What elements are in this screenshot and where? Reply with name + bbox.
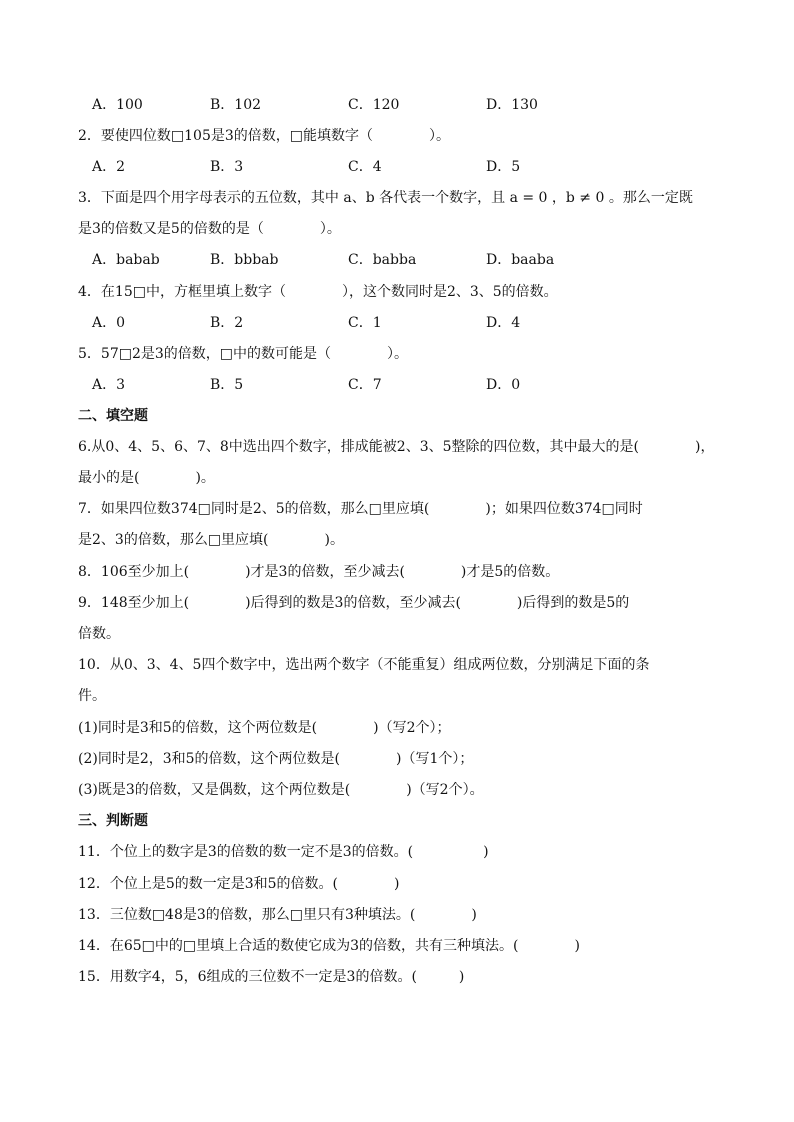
q1-option-b: B．102 — [210, 97, 262, 113]
question-7-line1: 7．如果四位数374□同时是2、5的倍数，那么□里应填( )；如果四位数374□同时 — [78, 501, 643, 517]
question-9-line2: 倍数。 — [78, 626, 120, 642]
question-10-line1: 10．从0、3、4、5四个数字中，选出两个数字（不能重复）组成两位数，分别满足下面的条 — [78, 657, 650, 673]
q5-option-c: C．7 — [348, 377, 382, 393]
q5-option-b: B．5 — [210, 377, 244, 393]
question-3-stem-line2: 是3的倍数又是5的倍数的是（ ）。 — [78, 221, 341, 237]
question-14: 14．在65□中的□里填上合适的数使它成为3的倍数，共有三种填法。( ) — [78, 938, 580, 954]
question-11: 11．个位上的数字是3的倍数的数一定不是3的倍数。( ) — [78, 844, 489, 860]
question-7-line2: 是2、3的倍数，那么□里应填( )。 — [78, 532, 344, 548]
question-2-stem: 2．要使四位数□105是3的倍数，□能填数字（ ）。 — [78, 128, 450, 144]
question-5-stem: 5．57□2是3的倍数，□中的数可能是（ ）。 — [78, 346, 408, 362]
question-6-line2: 最小的是( )。 — [78, 470, 215, 486]
question-10-part3: (3)既是3的倍数，又是偶数，这个两位数是( )（写2个）。 — [78, 782, 484, 798]
q4-option-c: C．1 — [348, 315, 382, 331]
q5-option-a: A．3 — [92, 377, 126, 393]
q4-option-b: B．2 — [210, 315, 244, 331]
question-8: 8．106至少加上( )才是3的倍数，至少减去( )才是5的倍数。 — [78, 564, 560, 580]
q3-option-d: D．baaba — [486, 252, 555, 268]
q5-option-d: D．0 — [486, 377, 521, 393]
question-6-line1: 6.从0、4、5、6、7、8中选出四个数字，排成能被2、3、5整除的四位数，其中最大的是( )， — [78, 439, 715, 455]
question-3-stem-line1: 3．下面是四个用字母表示的五位数，其中 a、b 各代表一个数字，且 a = 0 ，b ≠ 0 。那么一定既 — [78, 190, 693, 206]
section-fill-in-title: 二、填空题 — [78, 408, 148, 424]
question-9-line1: 9．148至少加上( )后得到的数是3的倍数，至少减去( )后得到的数是5的 — [78, 595, 630, 611]
q2-option-a: A．2 — [92, 159, 126, 175]
q3-option-c: C．babba — [348, 252, 417, 268]
q1-option-a: A．100 — [92, 97, 143, 113]
question-15: 15．用数字4，5，6组成的三位数不一定是3的倍数。( ) — [78, 969, 465, 985]
q4-option-d: D．4 — [486, 315, 521, 331]
q1-option-c: C．120 — [348, 97, 400, 113]
q1-option-d: D．130 — [486, 97, 538, 113]
section-true-false-title: 三、判断题 — [78, 813, 148, 829]
q3-option-a: A．babab — [92, 252, 160, 268]
question-12: 12．个位上是5的数一定是3和5的倍数。( ) — [78, 876, 400, 892]
q2-option-d: D．5 — [486, 159, 521, 175]
q2-option-c: C．4 — [348, 159, 382, 175]
q4-option-a: A．0 — [92, 315, 126, 331]
question-4-stem: 4．在15□中，方框里填上数字（ ），这个数同时是2、3、5的倍数。 — [78, 284, 558, 300]
question-10-part2: (2)同时是2，3和5的倍数，这个两位数是( )（写1个）； — [78, 751, 474, 767]
question-10-part1: (1)同时是3和5的倍数，这个两位数是( )（写2个）； — [78, 720, 451, 736]
question-10-line2: 件。 — [78, 688, 106, 704]
q3-option-b: B．bbbab — [210, 252, 279, 268]
q2-option-b: B．3 — [210, 159, 244, 175]
question-13: 13．三位数□48是3的倍数，那么□里只有3种填法。( ) — [78, 907, 477, 923]
